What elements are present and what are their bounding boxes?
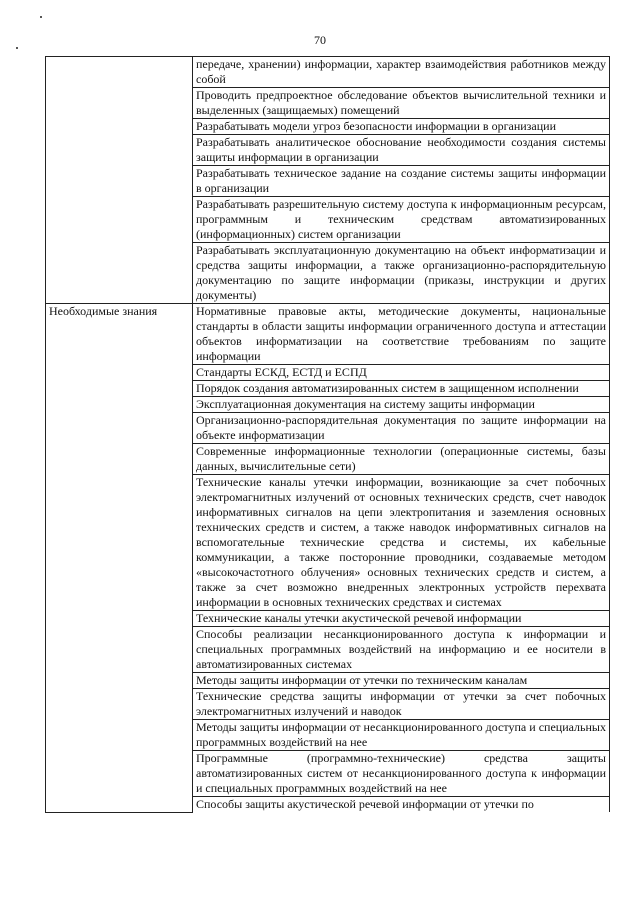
table-cell: Методы защиты информации от утечки по техническим каналам [193,673,610,689]
table-cell: передаче, хранении) информации, характер взаимодействия работников между собой [193,57,610,88]
table-cell: Методы защиты информации от несанкционированного доступа и специальных программных воздействий на нее [193,720,610,751]
table-cell: Способы защиты акустической речевой информации от утечки по [193,797,610,813]
label-cell-empty [46,57,193,304]
table-cell: Нормативные правовые акты, методические документы, национальные стандарты в области защиты информации ограниченного доступа и аттестации объектов информатизации на соответствие требованиям по защите информации [193,304,610,365]
table-cell: Разрабатывать модели угроз безопасности информации в организации [193,119,610,135]
table-cell: Разрабатывать техническое задание на создание системы защиты информации в организации [193,166,610,197]
table-cell: Эксплуатационная документация на систему защиты информации [193,397,610,413]
table-cell: Технические средства защиты информации от утечки за счет побочных электромагнитных излучений и наводок [193,689,610,720]
scan-artifact [40,16,42,18]
table-cell: Программные (программно-технические) средства защиты автоматизированных систем от несанкционированного доступа к информации и специальных программных воздействий на нее [193,751,610,797]
table-cell: Порядок создания автоматизированных систем в защищенном исполнении [193,381,610,397]
page-number: 70 [314,33,326,47]
table-cell: Разрабатывать разрешительную систему доступа к информационным ресурсам, программным и техническим средствам автоматизированных (информационных) систем организации [193,197,610,243]
table-cell: Технические каналы утечки акустической речевой информации [193,611,610,627]
table-cell: Разрабатывать эксплуатационную документацию на объект информатизации и средства защиты информации, а также организационно-распорядительную документацию по защите информации (приказы, инструкции и других документы) [193,243,610,304]
table-cell: Технические каналы утечки информации, возникающие за счет побочных электромагнитных излучений от основных технических средств, счет наводок информативных сигналов на цепи электропитания и заземления основных технических средств и систем, а также наводок информативных сигналов на вспомогательные технические средства и системы, их кабельные коммуникации, а также посторонние проводники, создаваемые методом «высокочастотного облучения» основных технических средств и систем, а также за счет возможно внедренных электронных устройств перехвата информации в основных технических средствах и системах [193,475,610,611]
knowledge-label: Необходимые знания [46,304,193,813]
table-cell: Организационно-распорядительная документация по защите информации на объекте информатизации [193,413,610,444]
table-cell: Разрабатывать аналитическое обоснование необходимости создания системы защиты информации в организации [193,135,610,166]
table-cell: Современные информационные технологии (операционные системы, базы данных, вычислительные сети) [193,444,610,475]
table-row [46,304,610,365]
table-cell: Проводить предпроектное обследование объектов вычислительной техники и выделенных (защищаемых) помещений [193,88,610,119]
competency-table [45,56,610,813]
scan-artifact [16,47,18,49]
table-row [46,57,610,88]
table-cell: Способы реализации несанкционированного доступа к информации и специальных программных воздействий на информацию и ее носители в автоматизированных системах [193,627,610,673]
table-cell: Стандарты ЕСКД, ЕСТД и ЕСПД [193,365,610,381]
